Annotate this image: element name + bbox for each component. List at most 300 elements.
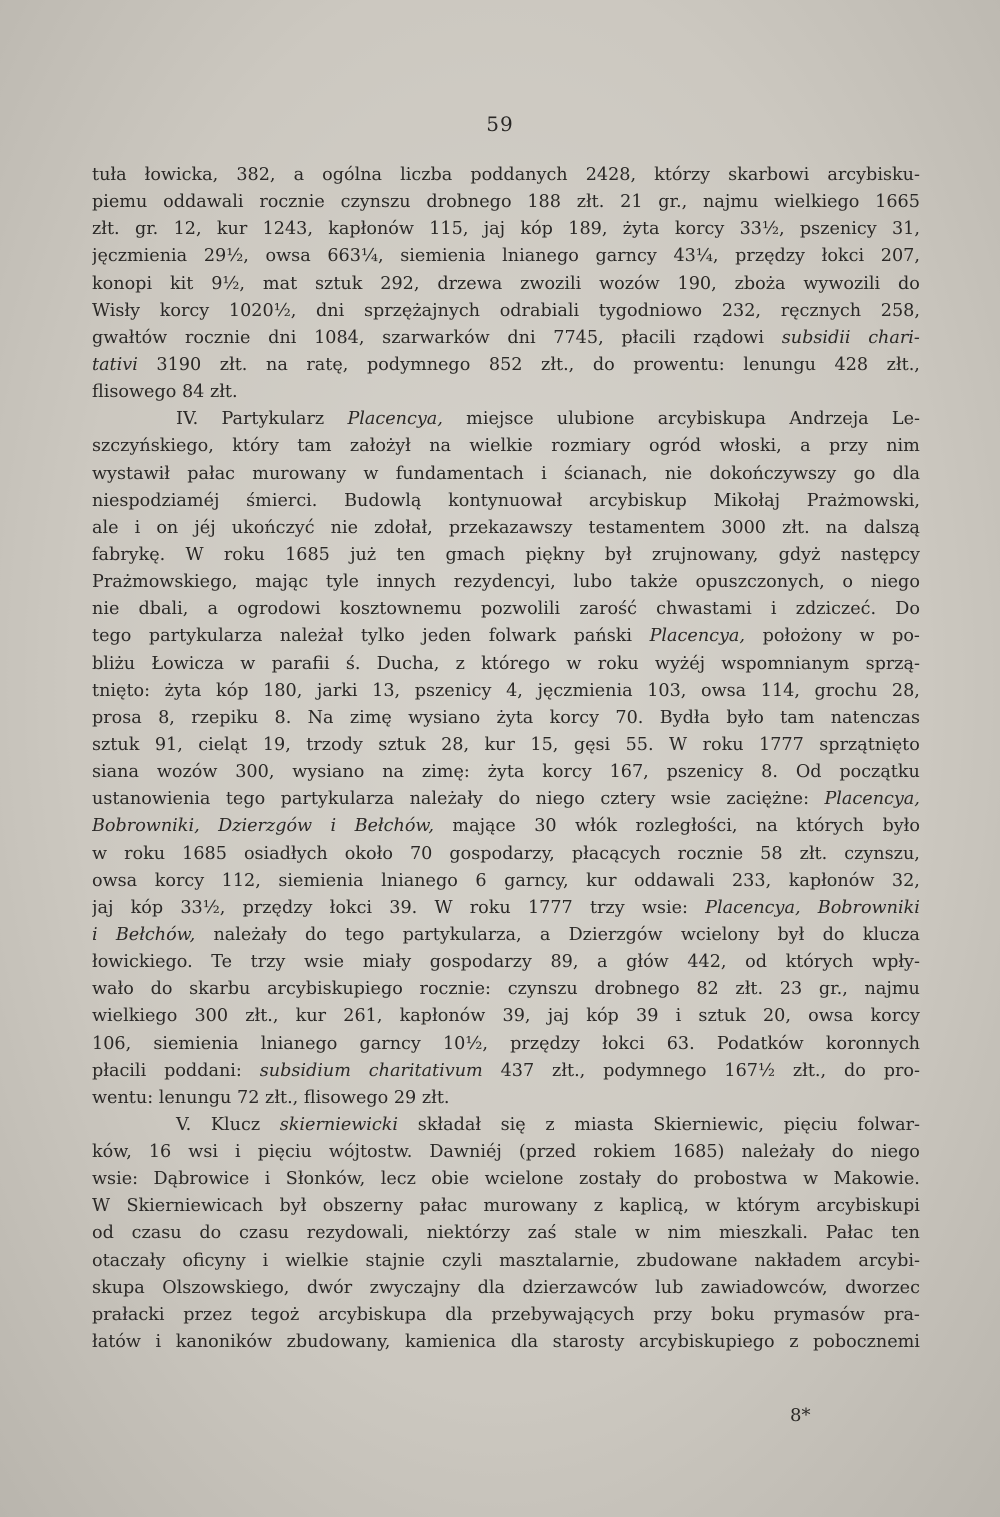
word: V.: [176, 1114, 192, 1135]
word: 7745,: [553, 327, 604, 348]
word: arcybi-: [858, 1250, 920, 1271]
word: dworzec: [845, 1277, 920, 1298]
word: 261,: [343, 1006, 383, 1027]
word: 1243,: [262, 219, 313, 240]
word: około: [344, 843, 393, 864]
word: a: [293, 165, 305, 185]
word: już: [350, 544, 377, 565]
word: ogród: [648, 436, 702, 457]
word: wysiano: [408, 707, 481, 728]
word: a: [207, 599, 219, 620]
word: wsie: [670, 789, 711, 810]
word: także: [629, 572, 678, 593]
word: wsi: [188, 1142, 218, 1163]
word: czynszu: [507, 979, 578, 1000]
word: tam: [297, 436, 332, 457]
word: było: [726, 707, 764, 728]
word: żyta: [622, 219, 660, 240]
word: zbudowany,: [286, 1332, 391, 1353]
word: oficyny: [182, 1250, 246, 1271]
word: ustanowienia: [92, 789, 211, 810]
word: 39,: [502, 1006, 531, 1027]
word: lenungu: [158, 1087, 232, 1108]
word: na: [265, 354, 288, 375]
word: wielkiego: [774, 192, 860, 213]
word: w: [705, 1196, 721, 1217]
word: 9½,: [211, 273, 246, 294]
text-line: [92, 1193, 920, 1220]
word: lenungu: [743, 354, 816, 375]
word: złt.,: [886, 354, 920, 375]
word: zaciężne:: [726, 789, 809, 810]
text-line: [92, 841, 920, 868]
word: 428: [834, 354, 869, 375]
word: dla: [445, 1304, 473, 1325]
word: drobnego: [426, 192, 512, 213]
word: owsa: [265, 246, 311, 267]
word: przy: [828, 436, 868, 457]
word: jéj: [194, 517, 216, 538]
word: 106,: [92, 1033, 132, 1054]
word: włók: [575, 816, 618, 837]
word: wielkiego: [92, 1006, 178, 1027]
word: a: [800, 436, 811, 457]
word: ten: [396, 544, 426, 565]
word: pałac: [187, 463, 236, 484]
word: było: [882, 816, 920, 837]
word: partykularza: [280, 789, 395, 810]
word: 1020½,: [228, 300, 297, 321]
word: do: [844, 1060, 866, 1081]
word: w: [566, 653, 582, 674]
word: arcybiskupi: [816, 1196, 920, 1217]
word: 1685: [182, 843, 227, 864]
word: jaj: [547, 1006, 570, 1027]
word: Wisły: [92, 300, 141, 321]
word: kaplicą,: [619, 1196, 689, 1217]
word: szczyńskiego,: [92, 436, 214, 457]
word: Bełchów,: [354, 816, 434, 837]
text-line: [92, 1275, 920, 1302]
word: stale: [574, 1223, 617, 1244]
word: sztuk: [698, 1006, 746, 1027]
word: złt.: [421, 1087, 450, 1108]
word: wyżéj: [654, 653, 706, 674]
word: kontynuował: [448, 490, 563, 511]
word: złt.: [799, 843, 828, 864]
word: cztery: [600, 789, 656, 810]
word: zbudowane: [636, 1250, 738, 1271]
word: do: [898, 273, 920, 294]
word: odrabiali: [499, 300, 580, 321]
text-line: [92, 705, 920, 732]
word: korcy: [549, 707, 600, 728]
word: z: [545, 1114, 555, 1135]
word: 72: [237, 1087, 260, 1108]
word: garncy: [359, 1033, 421, 1054]
word: 1777: [759, 734, 804, 755]
word: 300: [194, 1006, 229, 1027]
word: dzierzawców: [522, 1277, 638, 1298]
text-line: [92, 895, 920, 922]
word: owsa: [92, 870, 138, 891]
word: Dzierzgów: [568, 924, 663, 945]
word: wywozili: [803, 273, 881, 294]
word: złt.: [219, 354, 248, 375]
word: rocznie: [677, 843, 744, 864]
word: 16: [148, 1142, 172, 1163]
word: drobnego: [594, 979, 680, 1000]
text-line: [92, 651, 920, 678]
word: 4,: [506, 680, 523, 701]
word: łatów: [92, 1332, 141, 1353]
word: 8.: [274, 707, 292, 728]
word: Do: [895, 599, 920, 620]
word: na: [382, 762, 405, 783]
word: niego: [535, 789, 585, 810]
word: 207,: [880, 246, 920, 267]
word: i: [155, 1332, 162, 1353]
text-line: [92, 1031, 920, 1058]
word: śmierci.: [246, 490, 318, 511]
word: do: [822, 924, 845, 945]
word: roku: [597, 653, 639, 674]
word: czynszu: [340, 192, 411, 213]
word: na: [825, 517, 848, 538]
word: arcybiskupiego: [638, 1332, 775, 1353]
word: z: [593, 1196, 603, 1217]
word: nakładem: [754, 1250, 842, 1271]
word: gospodarzy: [429, 952, 532, 973]
word: gr.,: [818, 979, 848, 1000]
word: Dawniéj: [429, 1142, 502, 1163]
text-line: [92, 1220, 920, 1247]
word: 437: [500, 1060, 535, 1081]
word: należały: [741, 1142, 815, 1163]
word: którego: [481, 653, 551, 674]
word: 167½: [724, 1060, 776, 1081]
word: 15,: [530, 734, 559, 755]
word: otaczały: [92, 1250, 166, 1271]
word: 70.: [615, 707, 644, 728]
word: i: [235, 1142, 241, 1163]
word: Skierniewic,: [653, 1114, 764, 1135]
word: pszenicy: [414, 680, 492, 701]
text-line: [92, 298, 920, 325]
word: Słonków,: [285, 1169, 366, 1190]
word: 82: [696, 979, 719, 1000]
word: 29: [393, 1087, 417, 1108]
word: dwór: [306, 1277, 353, 1298]
word: innych: [376, 572, 437, 593]
word: Od: [795, 762, 822, 783]
word: do: [656, 1169, 679, 1190]
word: z: [789, 1332, 799, 1353]
word: nim: [667, 1223, 702, 1244]
word: zboża: [734, 273, 786, 294]
word: ków,: [92, 1142, 132, 1163]
word: ratę,: [306, 354, 349, 375]
word: skupa: [92, 1277, 145, 1298]
word: 31,: [891, 219, 920, 240]
word: partykularza: [148, 626, 263, 647]
word: 63.: [666, 1033, 695, 1054]
word: Placencya,: [347, 409, 443, 430]
word: wspomnianym: [721, 653, 850, 674]
word: osiadłych: [243, 843, 328, 864]
word: tego: [225, 789, 266, 810]
word: sprzężajnych: [363, 300, 481, 321]
word: 190,: [677, 273, 717, 294]
word: wielkie: [469, 436, 533, 457]
word: lub: [655, 1277, 684, 1298]
word: złt.: [735, 979, 764, 1000]
word: sprzą-: [865, 653, 920, 674]
word: prymasów: [773, 1304, 865, 1325]
word: gr.,: [658, 192, 688, 213]
word: go: [853, 463, 876, 484]
word: jęczmienia: [92, 246, 188, 267]
word: 8.: [761, 762, 778, 783]
text-line: [92, 325, 920, 352]
word: ukończyć: [231, 517, 315, 538]
word: którym: [736, 1196, 801, 1217]
word: i: [675, 1006, 682, 1027]
word: 300,: [235, 762, 275, 783]
text-line: [92, 1329, 920, 1356]
word: 28,: [441, 734, 470, 755]
word: 2428,: [585, 165, 637, 185]
word: wcielone: [484, 1169, 564, 1190]
word: rezydowali,: [306, 1223, 409, 1244]
word: wozów: [599, 273, 660, 294]
word: 852: [488, 354, 523, 375]
word: prosa: [92, 707, 142, 728]
word: Prażmowski,: [806, 490, 920, 511]
text-line: [92, 1003, 920, 1030]
word: przy: [653, 1304, 693, 1325]
word: skierniewicki: [279, 1114, 399, 1135]
word: starosty: [552, 1332, 625, 1353]
word: 180,: [263, 680, 303, 701]
word: kur: [484, 734, 515, 755]
word: rozmiary: [551, 436, 631, 457]
word: 3000: [721, 517, 766, 538]
word: ulubione: [556, 409, 635, 430]
word: obszerny: [322, 1196, 404, 1217]
word: Placencya,: [649, 626, 746, 647]
word: wójtostw.: [328, 1142, 413, 1163]
word: sztuk: [92, 734, 140, 755]
word: drzewa: [437, 273, 503, 294]
word: składał: [417, 1114, 482, 1135]
word: przekazawszy: [448, 517, 573, 538]
word: zawiadowców,: [700, 1277, 828, 1298]
word: trzy: [250, 952, 286, 973]
word: koronnych: [825, 1033, 920, 1054]
word: (przed: [518, 1142, 577, 1163]
word: złt.,: [792, 1060, 827, 1081]
word: gdyż: [778, 544, 821, 565]
word: do: [304, 924, 327, 945]
word: był: [604, 544, 632, 565]
word: włoski,: [719, 436, 782, 457]
text-line: [92, 352, 920, 379]
word: siana: [92, 762, 139, 783]
word: się: [500, 1114, 526, 1135]
word: najmu: [864, 979, 920, 1000]
word: kapłonów: [328, 219, 414, 240]
word: wcielony: [680, 924, 760, 945]
word: trzy: [589, 897, 625, 918]
word: 33½,: [739, 219, 785, 240]
text-line: [92, 433, 920, 460]
word: do: [199, 1223, 222, 1244]
word: siemienia: [400, 246, 486, 267]
text-line: [92, 922, 920, 949]
word: w: [92, 843, 108, 864]
word: probostwa: [693, 1169, 788, 1190]
text-line: [92, 1085, 920, 1112]
word: 70: [409, 843, 433, 864]
word: Bełchów,: [115, 924, 196, 945]
word: trzody: [306, 734, 363, 755]
word: Te: [211, 952, 233, 973]
word: murowany: [252, 463, 347, 484]
word: rocznie:: [419, 979, 491, 1000]
word: dla: [892, 463, 920, 484]
word: nie: [92, 599, 120, 620]
word: fundamentach: [395, 463, 524, 484]
text-line: [92, 271, 920, 298]
word: skarbu: [189, 979, 251, 1000]
word: partykularza,: [402, 924, 522, 945]
word: wozów: [156, 762, 218, 783]
word: 442,: [687, 952, 727, 973]
word: 29½,: [203, 246, 249, 267]
text-line: [92, 678, 920, 705]
word: dni: [268, 327, 297, 348]
word: mieszkali.: [718, 1223, 808, 1244]
text-line: [92, 1139, 920, 1166]
word: on: [156, 517, 179, 538]
text-line: [92, 515, 920, 542]
word: kóp: [520, 219, 553, 240]
word: należały: [409, 789, 483, 810]
word: Makowie.: [833, 1169, 920, 1190]
word: rządowi: [693, 327, 764, 348]
word: czasu: [131, 1223, 182, 1244]
word: 1685: [285, 544, 330, 565]
text-line: [92, 596, 920, 623]
word: stajnie: [365, 1250, 425, 1271]
word: w: [634, 1223, 650, 1244]
word: 1665: [875, 192, 920, 213]
word: garncy,: [504, 870, 569, 891]
word: garncy: [595, 246, 657, 267]
word: był: [279, 1196, 307, 1217]
word: lecz: [380, 1169, 416, 1190]
word: wsie:: [92, 1169, 139, 1190]
word: do: [498, 789, 521, 810]
text-line: [92, 162, 920, 189]
word: tuła: [92, 165, 127, 185]
word: 20,: [762, 1006, 791, 1027]
word: wsie: [303, 952, 345, 973]
word: wpły-: [872, 952, 920, 973]
word: na: [429, 436, 452, 457]
word: dalszą: [863, 517, 920, 538]
word: i: [92, 924, 98, 945]
word: roku: [124, 843, 166, 864]
word: Le-: [891, 409, 920, 430]
word: 189,: [568, 219, 608, 240]
word: w: [363, 463, 379, 484]
word: i: [264, 1169, 271, 1190]
word: łowickiego.: [92, 952, 193, 973]
word: tativi: [92, 354, 138, 375]
word: 58: [760, 843, 783, 864]
word: pięciu: [783, 1114, 838, 1135]
word: subsidium: [259, 1060, 351, 1081]
word: oddawali: [634, 870, 715, 891]
word: korcy: [870, 1006, 920, 1027]
text-line: [92, 542, 920, 569]
word: na: [755, 816, 778, 837]
word: złt.: [209, 382, 238, 403]
word: gmach: [445, 544, 506, 565]
word: niespodziaméj: [92, 490, 220, 511]
word: jęczmienia: [537, 680, 633, 701]
word: 188: [527, 192, 561, 213]
word: 10½,: [442, 1033, 489, 1054]
word: czyli: [441, 1250, 483, 1271]
word: subsidii: [781, 327, 851, 348]
word: nie: [664, 463, 693, 484]
word: ogrodowi: [237, 599, 321, 620]
word: dni: [316, 300, 345, 321]
word: 32,: [891, 870, 920, 891]
word: których: [796, 816, 865, 837]
word: 33½,: [180, 897, 226, 918]
word: przez: [183, 1304, 232, 1325]
word: zwozili: [520, 273, 582, 294]
word: płacili: [92, 1060, 147, 1081]
word: należały: [213, 924, 287, 945]
word: murowany: [483, 1196, 578, 1217]
text-line: [92, 1302, 920, 1329]
word: złt.,: [265, 1087, 299, 1108]
word: płacili: [621, 327, 676, 348]
word: do: [150, 979, 173, 1000]
word: parafii: [271, 653, 330, 674]
word: i: [262, 1250, 269, 1271]
word: siemienia: [278, 870, 364, 891]
word: charitativum: [368, 1060, 483, 1081]
word: korcy: [154, 870, 205, 891]
word: piemu: [92, 192, 148, 213]
word: zdziczeć.: [795, 599, 877, 620]
word: łowicka,: [144, 165, 219, 185]
word: siemienia: [153, 1033, 239, 1054]
text-line: [92, 1058, 920, 1085]
word: prowentu:: [633, 354, 725, 375]
word: 13,: [372, 680, 401, 701]
text-line: [92, 569, 920, 596]
word: rezydencyi,: [453, 572, 556, 593]
word: mając: [255, 572, 309, 593]
word: ogólna: [322, 165, 383, 185]
